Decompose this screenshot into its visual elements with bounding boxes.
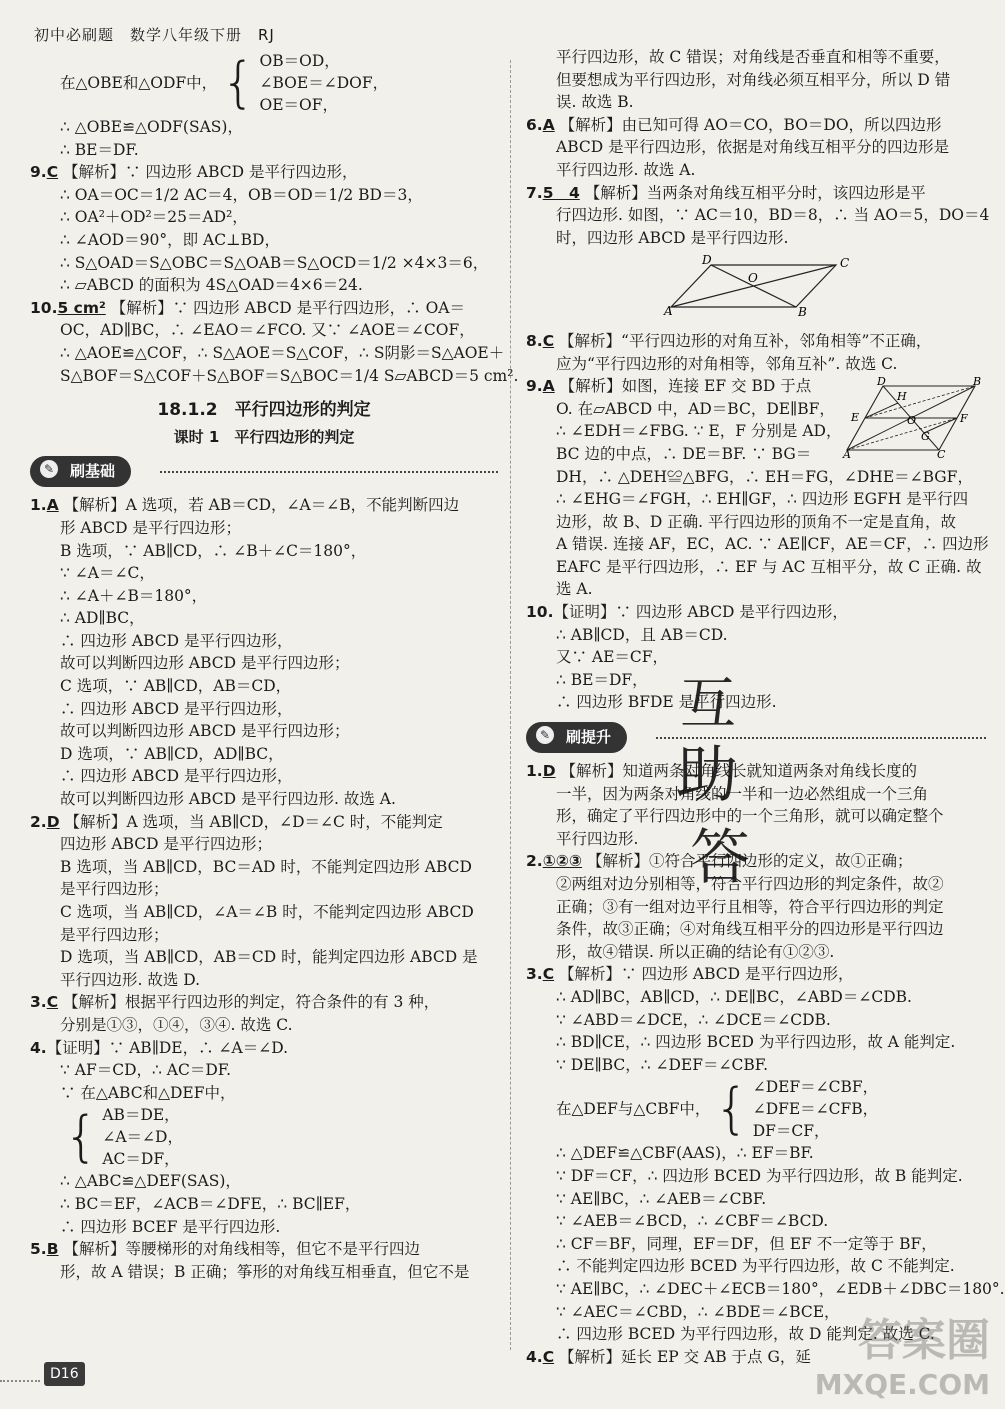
text-line: ∴ △AOE≌△COF，∴ S△AOE＝S△COF，∴ S阴影＝S△AOE＋ [60,343,505,362]
text-line: ∴ ∠EDH＝∠FBG. ∵ E，F 分别是 AD， [556,422,842,441]
text-line: ∴ 四边形 ABCD 是平行四边形， [60,699,293,718]
badge-label: 刷基础 [70,462,116,481]
congruence-statement [30,50,498,116]
analysis: 【解析】A 选项，当 AB∥CD，∠D＝∠C 时，不能判定 [64,812,443,831]
text-line: EAFC 是平行四边形，∴ EF 与 AC 互相平分，故 C 正确. 故 [556,557,982,576]
text-line: ∵ ∠ABD＝∠DCE，∴ ∠DCE＝∠CDB. [556,1010,831,1029]
text-line: ∴ ∠AOD＝90°，即 AC⊥BD， [60,230,280,249]
text-line: ∴ BE＝DF. [60,140,139,159]
question-7 [526,182,986,205]
analysis: 【解析】“平行四边形的对角互补，邻角相等”不正确， [559,331,932,350]
analysis: 【解析】延长 EP 交 AB 于点 G，延 [559,1347,811,1366]
text-line: ∵ ∠AEC＝∠CBD，∴ ∠BDE＝∠BCE， [556,1302,840,1321]
text-line: ∴ △OBE≌△ODF(SAS)， [60,118,243,136]
answer: C [46,163,59,182]
text-line: ∵ DF＝CF，∴ 四边形 BCED 为平行四边形，故 B 能判定. [556,1166,963,1185]
text-line: 平行四边形. [556,829,639,848]
text-line: 正确；③有一组对边平行且相等，符合平行四边形的判定 [556,897,944,916]
text-line: C 选项，当 AB∥CD，∠A＝∠B 时，不能判定四边形 ABCD [60,903,474,921]
vertex-label: G [921,430,930,443]
text-line: 但要想成为平行四边形，对角线必须互相平分，所以 D 错 [556,70,951,89]
vertex-label: F [960,412,968,425]
text-line: ∵ ∠AEB＝∠BCD，∴ ∠CBF＝∠BCD. [556,1212,829,1231]
analysis: 【证明】∵ 四边形 ABCD 是平行四边形， [553,603,848,622]
text-line: ∴ AB∥CD，且 AB＝CD. [556,625,728,644]
question-9 [30,161,498,184]
text-line: ∴ CF＝BF，同理，EF＝DF，但 EF 不一定等于 BF， [556,1234,937,1253]
question-number: 9. [526,377,543,396]
text-line: ∴ 四边形 ABCD 是平行四边形， [60,767,293,786]
text-line: ∵ 在△ABC和△DEF中， [60,1083,236,1102]
brace-symbol: { [64,1105,99,1169]
question-number: 2. [30,812,47,831]
column-divider [510,60,511,1350]
question-number: 4. [526,1347,543,1366]
text-line: ∴ OA²＋OD²＝25＝AD²， [60,208,248,227]
text-line: ∴ ▱ABCD 的面积为 4S△OAD＝4×6＝24. [60,276,363,295]
vertex-label: A [664,304,673,319]
section-badge [30,456,131,487]
text-line: C 选项，∵ AB∥CD，AB＝CD， [60,677,292,696]
vertex-label: O [907,414,917,427]
text-line: 一半，因为两条对角线的一半和一边必然组成一个三角 [556,784,929,803]
answer: B [46,1240,59,1259]
answer: D [542,762,556,781]
vertex-label: C [840,256,850,271]
text-line: ∴ 四边形 BCED 为平行四边形，故 D 能判定. 故选 C. [556,1325,935,1344]
question-number: 1. [30,496,47,515]
text-line: 条件，故③正确；④对角线互相平分的四边形是平行四边 [556,920,944,939]
text-line: D 选项，当 AB∥CD，AB＝CD 时，能判定四边形 ABCD 是 [60,948,478,967]
footer-dots [0,1360,40,1382]
question-number: 4. [30,1038,47,1057]
vertex-label: D [702,253,712,268]
section-badge [526,722,627,753]
vertex-label: B [973,375,982,388]
answer: C [542,1347,555,1366]
brace-item: ∠DEF＝∠CBF， [752,1078,879,1097]
analysis: 【证明】∵ AB∥DE，∴ ∠A＝∠D. [46,1038,288,1057]
answer: A [542,377,555,396]
analysis: 【解析】等腰梯形的对角线相等，但它不是平行四边 [63,1240,420,1259]
text-line: 故可以判断四边形 ABCD 是平行四边形； [60,654,350,673]
text-line: ∴ △ABC≌△DEF(SAS)， [60,1172,241,1191]
congruence-brace [30,1104,498,1170]
watermark [815,1304,990,1401]
text-line: ∴ BE＝DF， [556,670,648,689]
handwriting-char: 助 [676,738,739,811]
text-line: O. 在▱ABCD 中，AD＝BC，DE∥BF， [556,399,835,418]
text-line: ∴ 四边形 ABCD 是平行四边形， [60,631,293,650]
text-line: BC 边的中点，∴ DE＝BF. ∵ BG＝ [556,444,812,463]
text-line: 平行四边形，故 C 错误；对角线是否垂直和相等不重要， [556,48,950,66]
answer: A [542,115,555,134]
vertex-label: O [748,271,758,286]
left-column [30,50,519,1283]
vertex-label: C [937,448,946,461]
question-6 [526,114,986,137]
question-number: 1. [526,762,543,781]
answer: 5 4 [542,183,580,202]
handwriting-char: 互 [680,672,736,737]
text-line: DH，∴ △DEH≌△BFG，∴ EH＝FG，∠DHE＝∠BGF， [556,467,973,486]
text-line: 故可以判断四边形 ABCD 是平行四边形. 故选 A. [60,790,396,809]
question-number: 10. [526,603,554,622]
text-line: 四边形 ABCD 是平行四边形； [60,835,273,854]
page-header: 初中必刷题 数学八年级下册 RJ [34,26,275,44]
brace-label: 在△OBE和△ODF中， [60,73,218,92]
answer: 5 cm² [57,298,106,317]
right-column [526,46,1005,1368]
brace-item: ∠A＝∠D， [102,1128,183,1147]
text-line: S△BOF＝S△COF＋S△BOF＝S△BOC＝1/4 S▱ABCD＝5 cm². [60,366,519,385]
text-line: ②两组对边分别相等，符合平行四边形的判定条件，故② [556,875,944,893]
analysis: 【解析】A 选项，若 AB＝CD，∠A＝∠B，不能判断四边 [63,496,460,515]
text-line: ∴ AD∥BC，AB∥CD，∴ DE∥BC，∠ABD＝∠CDB. [556,987,912,1006]
lesson-title: 课时 1 平行四边形的判定 [173,427,355,446]
text-line: 是平行四边形； [60,880,169,899]
question-3 [30,991,498,1014]
text-line: ∴ OA＝OC＝1/2 AC＝4，OB＝OD＝1/2 BD＝3， [60,185,423,204]
text-line: 边形，故 B、D 正确. 平行四边形的顶角不一定是直角，故 [556,512,957,531]
parallelogram-figure-9 [843,375,983,461]
vertex-label: B [798,305,807,320]
page-number: D16 [44,1362,85,1386]
handwriting-char: 答 [690,823,750,893]
text-line: 形，确定了平行四边形中的一个三角形，就可以确定整个 [556,807,944,826]
text-line: ∴ 不能判定四边形 BCED 为平行四边形，故 C 不能判定. [556,1257,955,1276]
question-10 [30,297,498,320]
brace-item: ∠DFE＝∠CFB， [752,1100,879,1119]
text-line: ∴ 四边形 BFDE 是平行四边形. [556,693,777,712]
analysis: 【解析】知道两条对角线长就知道两条对角线长度的 [560,762,918,781]
question-8 [526,330,986,353]
answer: A [46,496,59,515]
analysis: 【解析】①符合平行四边形的定义，故①正确； [587,852,913,871]
question-number: 6. [526,115,543,134]
text-line: 平行四边形. 故选 D. [60,970,201,989]
text-line: ∴ BC＝EF，∠ACB＝∠DFE，∴ BC∥EF， [60,1194,361,1213]
question-number: 3. [30,993,47,1012]
question-number: 7. [526,183,543,202]
text-line: ∴ ∠EHG＝∠FGH，∴ EH∥GF，∴ 四边形 EGFH 是平行四 [556,490,969,509]
text-line: 是平行四边形； [60,925,169,944]
brace-symbol: { [714,1077,749,1141]
answer: C [542,331,555,350]
question-number: 5. [30,1240,47,1259]
brace-item: OB＝OD， [259,52,340,70]
text-line: ∵ AE∥BC，∴ ∠AEB＝∠CBF. [556,1189,767,1208]
question-number: 2. [526,852,543,871]
question-number: 10. [30,298,58,317]
text-line: ∵ ∠A＝∠C， [60,564,155,583]
answer: D [46,812,60,831]
question-1 [526,760,986,783]
vertex-label: A [843,448,851,461]
brace-item: OE＝OF， [259,96,338,114]
answer: C [46,993,59,1012]
analysis: 【解析】∵ 四边形 ABCD 是平行四边形， [559,965,854,984]
text-line: 误. 故选 B. [556,93,634,112]
pencil-icon: ✎ [536,726,554,744]
question-4 [30,1037,498,1060]
text-line: D 选项，∵ AB∥CD，AD∥BC， [60,744,284,763]
vertex-label: D [877,375,886,388]
vertex-label: E [851,411,860,424]
congruence-brace [526,1076,986,1142]
badge-label: 刷提升 [566,728,612,747]
answer: ①②③ [542,852,583,871]
text-line: 形 ABCD 是平行四边形； [60,518,242,537]
analysis: 【解析】由已知可得 AO＝CO，BO＝DO，所以四边形 [559,115,942,134]
text-line: 平行四边形. 故选 A. [556,160,696,179]
text-line: 应为“平行四边形的对角相等，邻角互补”. 故选 C. [556,354,898,373]
answer: C [542,965,555,984]
text-line: ∵ AE∥BC，∴ ∠DEC＋∠ECB＝180°，∠EDB＋∠DBC＝180°. [556,1279,1005,1298]
question-number: 3. [526,965,543,984]
question-number: 9. [30,163,47,182]
section-title: 18.1.2 平行四边形的判定 [157,400,371,421]
question-2 [30,811,498,834]
question-2 [526,850,986,873]
brace-item: DF＝CF， [752,1122,830,1141]
text-line: 选 A. [556,580,593,599]
text-line: ABCD 是平行四边形，依据是对角线互相平分的四边形是 [556,138,950,157]
text-line: 行四边形. 如图，∵ AC＝10，BD＝8，∴ 当 AO＝5，DO＝4 [556,206,990,225]
brace-item: ∠BOE＝∠DOF， [259,74,389,92]
text-line: ∴ △DEF≌△CBF(AAS)，∴ EF＝BF. [556,1144,814,1163]
text-line: ∴ AD∥BC， [60,609,145,628]
brace-symbol: { [221,51,256,114]
text-line: ∴ BD∥CE，∴ 四边形 BCED 为平行四边形，故 A 能判定. [556,1033,956,1052]
analysis: 【解析】当两条对角线互相平分时，该四边形是平 [584,183,926,202]
analysis: 【解析】∵ 四边形 ABCD 是平行四边形，∴ OA＝ [110,298,465,317]
text-line: 形，故 A 错误；B 正确；筝形的对角线互相垂直，但它不是 [60,1262,470,1281]
badge-row [526,720,986,756]
text-line: 时，四边形 ABCD 是平行四边形. [556,228,789,247]
analysis: 【解析】∵ 四边形 ABCD 是平行四边形， [63,163,358,182]
text-line: ∵ AF＝CD，∴ AC＝DF. [60,1061,232,1080]
text-line: 又∵ AE＝CF， [556,648,669,667]
text-line: ∴ ∠A＋∠B＝180°， [60,586,208,605]
question-number: 8. [526,331,543,350]
text-line: 分别是①③，①④，③④. 故选 C. [60,1015,293,1034]
badge-row [30,454,498,490]
question-1 [30,494,498,517]
text-line: B 选项，当 AB∥CD，BC＝AD 时，不能判定四边形 ABCD [60,857,472,876]
brace-item: AC＝DF， [102,1150,180,1169]
text-line: ∵ DE∥BC，∴ ∠DEF＝∠CBF. [556,1055,769,1074]
text-line: ∴ 四边形 BCEF 是平行四边形. [60,1217,281,1236]
brace-label: 在△DEF与△CBF中， [556,1100,711,1119]
analysis: 【解析】根据平行四边形的判定，符合条件的有 3 种， [63,993,440,1012]
text-line: 形，故④错误. 所以正确的结论有①②③. [556,942,835,961]
vertex-label: H [897,390,907,403]
question-10 [526,601,986,624]
question-3 [526,963,986,986]
pencil-icon: ✎ [40,460,58,478]
watermark-title: 答案圈 [858,1315,990,1366]
text-line: OC，AD∥BC，∴ ∠EAO＝∠FCO. 又∵ ∠AOE＝∠COF， [60,321,475,340]
text-line: A 错误. 连接 AF，EC，AC. ∵ AE∥CF，AE＝CF，∴ 四边形 [556,535,989,554]
brace-item: AB＝DE， [102,1106,180,1125]
analysis: 【解析】如图，连接 EF 交 BD 于点 [559,377,812,396]
text-line: B 选项，∵ AB∥CD，∴ ∠B＋∠C＝180°， [60,541,367,560]
text-line: 故可以判断四边形 ABCD 是平行四边形； [60,722,350,741]
parallelogram-figure-7 [664,253,856,320]
question-5 [30,1238,498,1261]
watermark-url: MXQE.COM [814,1368,990,1401]
text-line: ∴ S△OAD＝S△OBC＝S△OAB＝S△OCD＝1/2 ×4×3＝6， [60,253,489,272]
